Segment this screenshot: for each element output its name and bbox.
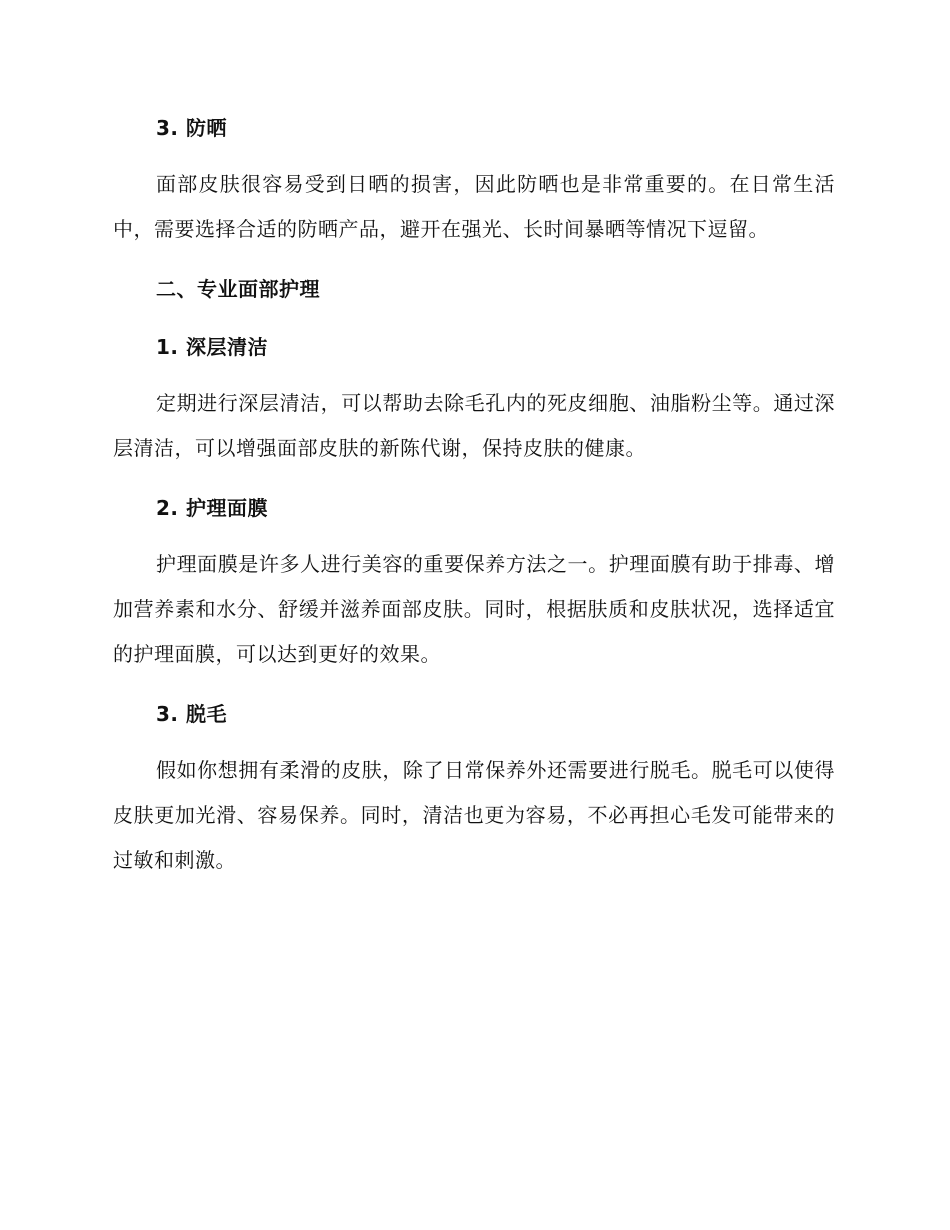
section-heading-hair-removal: 3. 脱毛 <box>156 702 227 726</box>
section-heading-professional-care: 二、专业面部护理 <box>156 277 320 301</box>
paragraph-deep-cleansing: 定期进行深层清洁，可以帮助去除毛孔内的死皮细胞、油脂粉尘等。通过深层清洁，可以增强面部皮肤的新陈代谢，保持皮肤的健康。 <box>113 391 835 460</box>
section-heading-face-mask: 2. 护理面膜 <box>156 496 268 520</box>
paragraph-hair-removal: 假如你想拥有柔滑的皮肤，除了日常保养外还需要进行脱毛。脱毛可以使得皮肤更加光滑、容易保养。同时，清洁也更为容易，不必再担心毛发可能带来的过敏和刺激。 <box>113 758 835 872</box>
document-body <box>113 104 835 896</box>
section-heading-deep-cleansing: 1. 深层清洁 <box>156 335 268 359</box>
section-heading-sunscreen: 3. 防晒 <box>156 116 227 140</box>
paragraph-sunscreen: 面部皮肤很容易受到日晒的损害，因此防晒也是非常重要的。在日常生活中，需要选择合适的防晒产品，避开在强光、长时间暴晒等情况下逗留。 <box>113 172 835 241</box>
paragraph-face-mask: 护理面膜是许多人进行美容的重要保养方法之一。护理面膜有助于排毒、增加营养素和水分、舒缓并滋养面部皮肤。同时，根据肤质和皮肤状况，选择适宜的护理面膜，可以达到更好的效果。 <box>113 552 835 666</box>
